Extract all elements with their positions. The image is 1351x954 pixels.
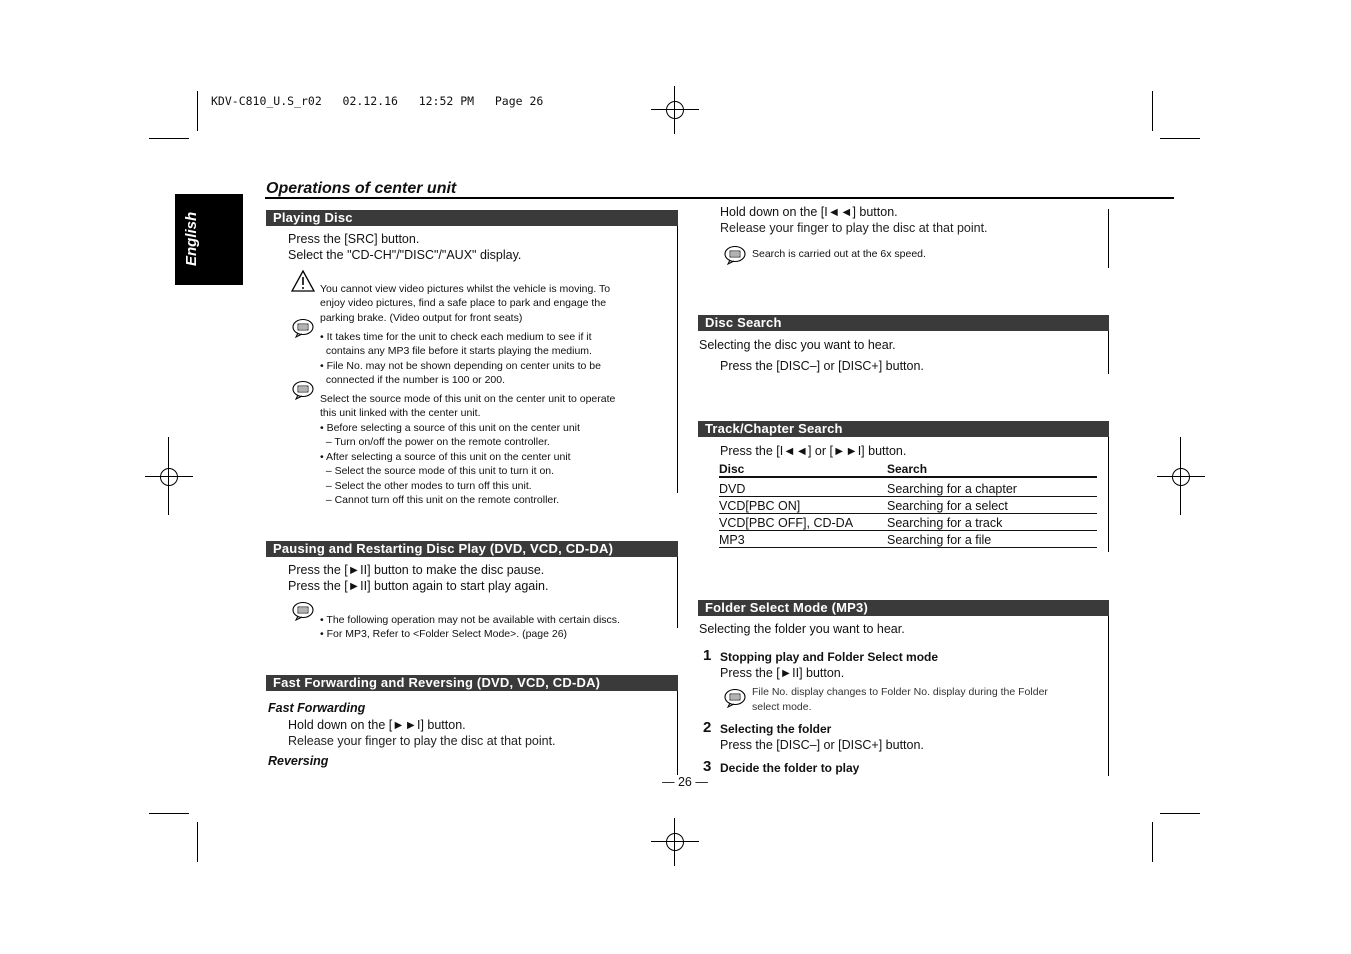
table-cell: Searching for a file (887, 531, 1097, 548)
column-rule-right-3 (1108, 421, 1109, 552)
disc-search-line-2: Press the [DISC–] or [DISC+] button. (720, 359, 924, 373)
note-line: – Cannot turn off this unit on the remote controller. (320, 494, 560, 506)
step-2-number: 2 (703, 719, 712, 736)
note-icon (292, 318, 314, 338)
pausing-line-2: Press the [►II] button again to start play again. (288, 579, 549, 593)
table-row (719, 514, 1097, 531)
language-tab (175, 194, 243, 285)
reversing-line-1: Hold down on the [I◄◄] button. (720, 205, 898, 219)
table-cell: VCD[PBC OFF], CD-DA (719, 514, 887, 531)
reversing-note: Search is carried out at the 6x speed. (752, 248, 926, 260)
step-3-title: Decide the folder to play (720, 761, 860, 775)
column-rule-right-1 (1108, 209, 1109, 268)
section-heading-disc-search: Disc Search (698, 315, 1109, 331)
note-line: • It takes time for the unit to check each medium to see if it (320, 330, 592, 343)
note-line: select mode. (752, 700, 812, 713)
track-search-line-1: Press the [I◄◄] or [►►I] button. (720, 444, 907, 458)
note-line: • The following operation may not be available with certain discs. (320, 613, 620, 626)
step-2-text: Press the [DISC–] or [DISC+] button. (720, 738, 924, 752)
table-row (719, 497, 1097, 514)
language-tab-label: English (183, 211, 200, 266)
note-icon (724, 688, 746, 708)
note-icon (292, 601, 314, 621)
page-title: Operations of center unit (266, 180, 457, 197)
table-header-disc: Disc (719, 460, 887, 477)
step-2-title: Selecting the folder (720, 722, 832, 736)
pausing-line-1: Press the [►II] button to make the disc pause. (288, 563, 545, 577)
column-rule-left-1 (677, 210, 678, 493)
fast-forward-line-1: Hold down on the [►►I] button. (288, 718, 466, 732)
warning-icon (291, 270, 315, 292)
registration-mark-right (1157, 453, 1205, 501)
note-line: • For MP3, Refer to <Folder Select Mode>. (page 26) (320, 628, 568, 640)
section-heading-folder-select: Folder Select Mode (MP3) (698, 600, 1109, 616)
step-3-number: 3 (703, 758, 712, 775)
table-cell: DVD (719, 477, 887, 497)
registration-mark-bottom (651, 818, 699, 866)
note-icon (724, 245, 746, 265)
folder-select-line-1: Selecting the folder you want to hear. (699, 622, 905, 636)
note-line: Select the source mode of this unit on the center unit to operate (320, 392, 616, 405)
step-1-number: 1 (703, 647, 712, 664)
subheading-reversing: Reversing (268, 754, 329, 768)
section-heading-pausing: Pausing and Restarting Disc Play (DVD, VCD, CD-DA) (266, 541, 678, 557)
registration-mark-left (145, 453, 193, 501)
step-1-title: Stopping play and Folder Select mode (720, 650, 939, 664)
playing-disc-line-2: Select the "CD-CH"/"DISC"/"AUX" display. (288, 248, 522, 262)
table-row (719, 477, 1097, 497)
section-heading-track-search: Track/Chapter Search (698, 421, 1109, 437)
table-cell: MP3 (719, 531, 887, 548)
subheading-fast-forwarding: Fast Forwarding (268, 701, 366, 715)
fast-forward-line-2: Release your finger to play the disc at that point. (288, 734, 556, 748)
table-cell: VCD[PBC ON] (719, 497, 887, 514)
playing-disc-line-1: Press the [SRC] button. (288, 232, 420, 246)
pausing-note (320, 598, 620, 642)
note-line: File No. display changes to Folder No. display during the Folder (752, 686, 1048, 698)
playing-disc-note-2 (320, 377, 615, 508)
warning-line: enjoy video pictures, find a safe place to park and engage the (320, 297, 607, 309)
search-table (719, 460, 1097, 548)
section-heading-playing-disc: Playing Disc (266, 210, 678, 226)
disc-search-line-1: Selecting the disc you want to hear. (699, 338, 896, 352)
note-line: – Turn on/off the power on the remote controller. (320, 436, 550, 448)
table-cell: Searching for a track (887, 514, 1097, 531)
warning-line: You cannot view video pictures whilst the vehicle is moving. To (320, 282, 611, 295)
note-line: – Select the other modes to turn off this unit. (320, 479, 532, 492)
table-row (719, 531, 1097, 548)
table-cell: Searching for a chapter (887, 477, 1097, 497)
registration-mark-top (651, 86, 699, 134)
step-1-text: Press the [►II] button. (720, 666, 845, 680)
note-line: • After selecting a source of this unit on the center unit (320, 450, 571, 463)
page-number: — 26 — (662, 775, 708, 789)
section-heading-fast-forwarding: Fast Forwarding and Reversing (DVD, VCD, CD-DA) (266, 675, 678, 691)
table-cell: Searching for a select (887, 497, 1097, 514)
note-line: • File No. may not be shown depending on center units to be (320, 359, 601, 372)
note-line: – Select the source mode of this unit to turn it on. (320, 465, 555, 477)
title-rule (265, 197, 1174, 199)
note-line: connected if the number is 100 or 200. (320, 374, 506, 386)
registration-line-left (168, 437, 169, 515)
registration-line-right (1180, 437, 1181, 515)
note-icon (292, 380, 314, 400)
table-header-search: Search (887, 460, 1097, 477)
step-1-note (752, 685, 1048, 714)
note-line: • Before selecting a source of this unit on the center unit (320, 421, 580, 434)
print-header: KDV-C810_U.S_r02 02.12.16 12:52 PM Page 26 (211, 94, 544, 108)
reversing-line-2: Release your finger to play the disc at that point. (720, 221, 988, 235)
note-line: this unit linked with the center unit. (320, 407, 481, 419)
column-rule-right-4 (1108, 600, 1109, 776)
warning-line: parking brake. (Video output for front seats) (320, 311, 523, 324)
note-line: contains any MP3 file before it starts playing the medium. (320, 345, 592, 357)
table-header-row (719, 460, 1097, 477)
